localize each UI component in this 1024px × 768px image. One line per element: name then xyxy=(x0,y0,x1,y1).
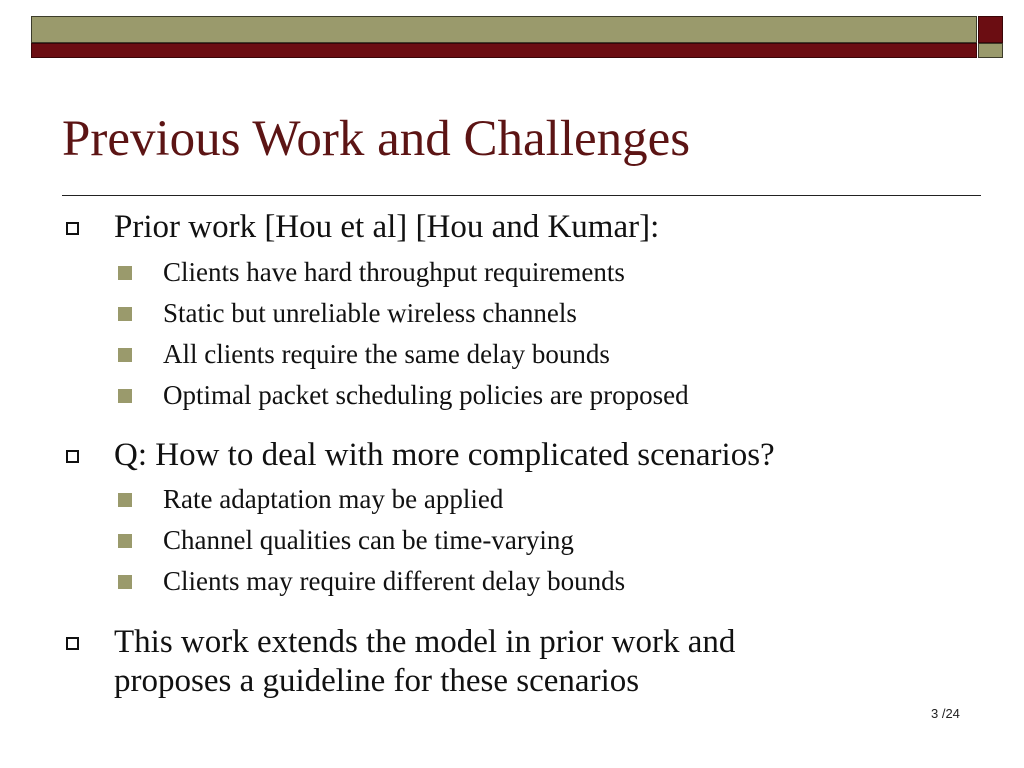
header-corner-square-maroon xyxy=(978,16,1003,43)
sub-bullet-square-icon xyxy=(118,493,132,507)
sub-bullet-square-icon xyxy=(118,266,132,280)
bullet-hollow-square-icon xyxy=(66,450,79,463)
sub-bullet-square-icon xyxy=(118,575,132,589)
bullet-text-line2: proposes a guideline for these scenarios xyxy=(114,663,640,699)
header-decoration xyxy=(0,0,1024,62)
bullet-text: Prior work [Hou et al] [Hou and Kumar]: xyxy=(114,209,660,245)
sub-bullet-text: Clients have hard throughput requirements xyxy=(163,257,625,287)
sub-bullet-square-icon xyxy=(118,534,132,548)
title-divider xyxy=(62,195,981,196)
sub-bullet-square-icon xyxy=(118,307,132,321)
slide-title: Previous Work and Challenges xyxy=(62,111,691,167)
sub-bullet-text: All clients require the same delay bounds xyxy=(163,339,610,369)
bullet-hollow-square-icon xyxy=(66,222,79,235)
sub-bullet-text: Optimal packet scheduling policies are proposed xyxy=(163,380,689,410)
sub-bullet-text: Clients may require different delay bounds xyxy=(163,566,626,596)
header-corner-square-olive xyxy=(978,43,1003,58)
bullet-text-line1: This work extends the model in prior work and xyxy=(114,624,736,660)
sub-bullet-text: Channel qualities can be time-varying xyxy=(163,525,574,555)
bullet-hollow-square-icon xyxy=(66,637,79,650)
sub-bullet-square-icon xyxy=(118,348,132,362)
sub-bullet-square-icon xyxy=(118,389,132,403)
header-maroon-bar xyxy=(31,43,977,58)
sub-bullet-text: Static but unreliable wireless channels xyxy=(163,298,577,328)
header-olive-bar xyxy=(31,16,977,43)
sub-bullet-text: Rate adaptation may be applied xyxy=(163,484,504,514)
page-number: 3 /24 xyxy=(931,706,960,721)
bullet-text: Q: How to deal with more complicated scenarios? xyxy=(114,437,775,473)
